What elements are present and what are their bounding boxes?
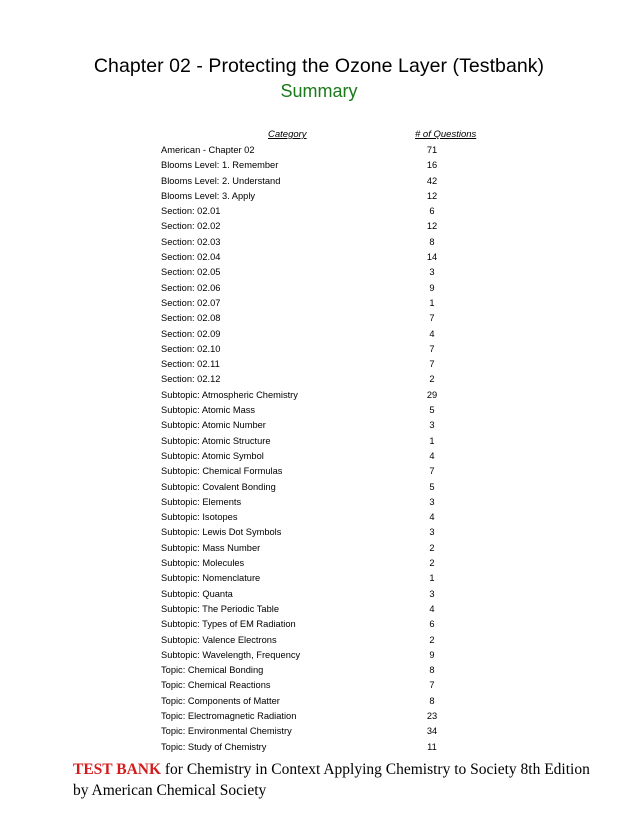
question-count-cell: 1 [429,573,435,584]
table-row [0,388,638,403]
category-cell: American - Chapter 02 [161,145,255,155]
question-count-cell: 3 [429,588,435,599]
table-row [0,418,638,433]
category-cell: Section: 02.11 [161,359,220,370]
page-subtitle: Summary [280,81,358,101]
question-count-cell: 9 [429,649,435,660]
question-count-cell: 7 [429,313,435,324]
table-row [0,541,638,556]
question-count-cell: 2 [429,542,435,553]
category-cell: Subtopic: The Periodic Table [161,603,280,614]
question-count-cell: 42 [426,175,438,186]
category-cell: Topic: Components of Matter [161,695,280,706]
table-row [0,709,638,724]
table-row [0,571,638,586]
category-cell: Topic: Chemical Reactions [161,680,271,691]
question-count-cell: 4 [429,328,435,339]
category-cell: Subtopic: Atomic Number [161,420,266,431]
question-count-cell: 11 [427,741,437,752]
table-row [0,617,638,632]
table-row [0,663,638,678]
question-count-cell: 3 [429,496,435,507]
question-count-cell: 8 [429,695,435,706]
table-row [0,556,638,571]
question-count-cell: 7 [429,466,435,477]
question-count-cell: 5 [429,405,435,416]
question-count-cell: 23 [426,710,438,721]
category-cell: Subtopic: Lewis Dot Symbols [161,527,282,538]
question-count-cell: 8 [429,236,435,247]
question-count-cell: 4 [429,450,435,461]
question-count-cell: 9 [429,282,435,293]
question-count-cell: 29 [426,389,438,400]
table-row [0,204,638,219]
table-row [0,449,638,464]
question-count-cell: 4 [429,512,435,523]
category-cell: Subtopic: Isotopes [161,512,238,523]
category-cell: Topic: Electromagnetic Radiation [161,710,297,721]
category-cell: Section: 02.08 [161,313,221,324]
table-row [0,372,638,387]
table-row [0,250,638,265]
question-count-cell: 3 [429,267,435,278]
table-row [0,602,638,617]
question-count-cell: 7 [429,680,435,691]
table-row [0,694,638,709]
table-row [0,740,638,755]
question-count-cell: 4 [429,603,435,614]
column-header-category: Category [268,129,307,140]
category-cell: Subtopic: Atomic Mass [161,405,256,416]
table-row [0,174,638,189]
question-count-cell: 12 [426,221,438,232]
table-row [0,464,638,479]
footer-text: for Chemistry in Context Applying Chemistry to Society 8th Edition by American Chemical Society [73,761,590,799]
table-row [0,724,638,739]
category-cell: Subtopic: Nomenclature [161,573,261,584]
table-row [0,311,638,326]
category-cell: Section: 02.09 [161,328,221,339]
table-row [0,342,638,357]
question-count-cell: 12 [426,190,438,201]
page-title: Chapter 02 - Protecting the Ozone Layer (Testbank) [93,55,545,77]
question-count-cell: 2 [429,558,435,569]
category-cell: Section: 02.07 [161,297,221,308]
category-cell: Subtopic: Atomic Symbol [161,450,264,461]
table-row [0,158,638,173]
table-row [0,480,638,495]
table-row [0,281,638,296]
question-count-cell: 2 [429,374,435,385]
question-count-cell: 7 [429,343,435,354]
table-row [0,648,638,663]
category-cell: Subtopic: Elements [161,496,242,507]
table-row [0,678,638,693]
category-cell: Subtopic: Valence Electrons [161,634,277,645]
category-cell: Subtopic: Molecules [161,558,245,569]
summary-table [0,143,638,755]
question-count-cell: 14 [426,252,438,263]
category-cell: Section: 02.03 [161,236,221,247]
question-count-cell: 16 [426,160,438,171]
table-row [0,189,638,204]
question-count-cell: 6 [429,206,435,217]
question-count-cell: 7 [429,359,435,370]
column-header-question-count: # of Questions [415,129,477,140]
question-count-cell: 8 [429,665,435,676]
category-cell: Subtopic: Quanta [161,588,233,599]
table-row [0,296,638,311]
category-cell: Section: 02.05 [161,267,221,278]
table-row [0,495,638,510]
category-cell: Blooms Level: 3. Apply [161,190,256,201]
table-row [0,510,638,525]
category-cell: Section: 02.10 [161,343,221,354]
table-row [0,235,638,250]
category-cell: Subtopic: Wavelength, Frequency [161,649,301,660]
category-cell: Section: 02.06 [161,282,221,293]
category-cell: Subtopic: Covalent Bonding [161,481,276,492]
category-cell: Section: 02.01 [161,206,221,217]
question-count-cell: 34 [426,726,438,737]
table-row [0,143,638,158]
question-count-cell: 5 [429,481,435,492]
question-count-cell: 3 [429,527,435,538]
category-cell: Section: 02.12 [161,374,221,385]
category-cell: Blooms Level: 1. Remember [161,160,279,171]
table-row [0,525,638,540]
category-cell: Subtopic: Types of EM Radiation [161,619,296,630]
table-row [0,633,638,648]
category-cell: Section: 02.04 [161,252,221,263]
category-cell: Topic: Environmental Chemistry [161,726,292,737]
category-cell: Topic: Chemical Bonding [161,665,264,676]
question-count-cell: 1 [429,297,435,308]
table-row [0,587,638,602]
table-row [0,403,638,418]
category-cell: Blooms Level: 2. Understand [161,175,281,186]
question-count-cell: 3 [429,420,435,431]
category-cell: Subtopic: Atomic Structure [161,435,271,446]
table-row [0,327,638,342]
category-cell: Subtopic: Mass Number [161,542,261,553]
category-cell: Subtopic: Atmospheric Chemistry [161,389,298,400]
question-count-cell: 6 [429,619,435,630]
table-row [0,265,638,280]
footer-note [73,759,593,801]
category-cell: Section: 02.02 [161,221,221,232]
table-row [0,357,638,372]
category-cell: Subtopic: Chemical Formulas [161,466,283,477]
table-row [0,434,638,449]
question-count-cell: 71 [426,145,438,155]
test-bank-label: TEST BANK [73,761,162,778]
category-cell: Topic: Study of Chemistry [161,741,267,752]
question-count-cell: 2 [429,634,435,645]
table-row [0,219,638,234]
question-count-cell: 1 [429,435,435,446]
